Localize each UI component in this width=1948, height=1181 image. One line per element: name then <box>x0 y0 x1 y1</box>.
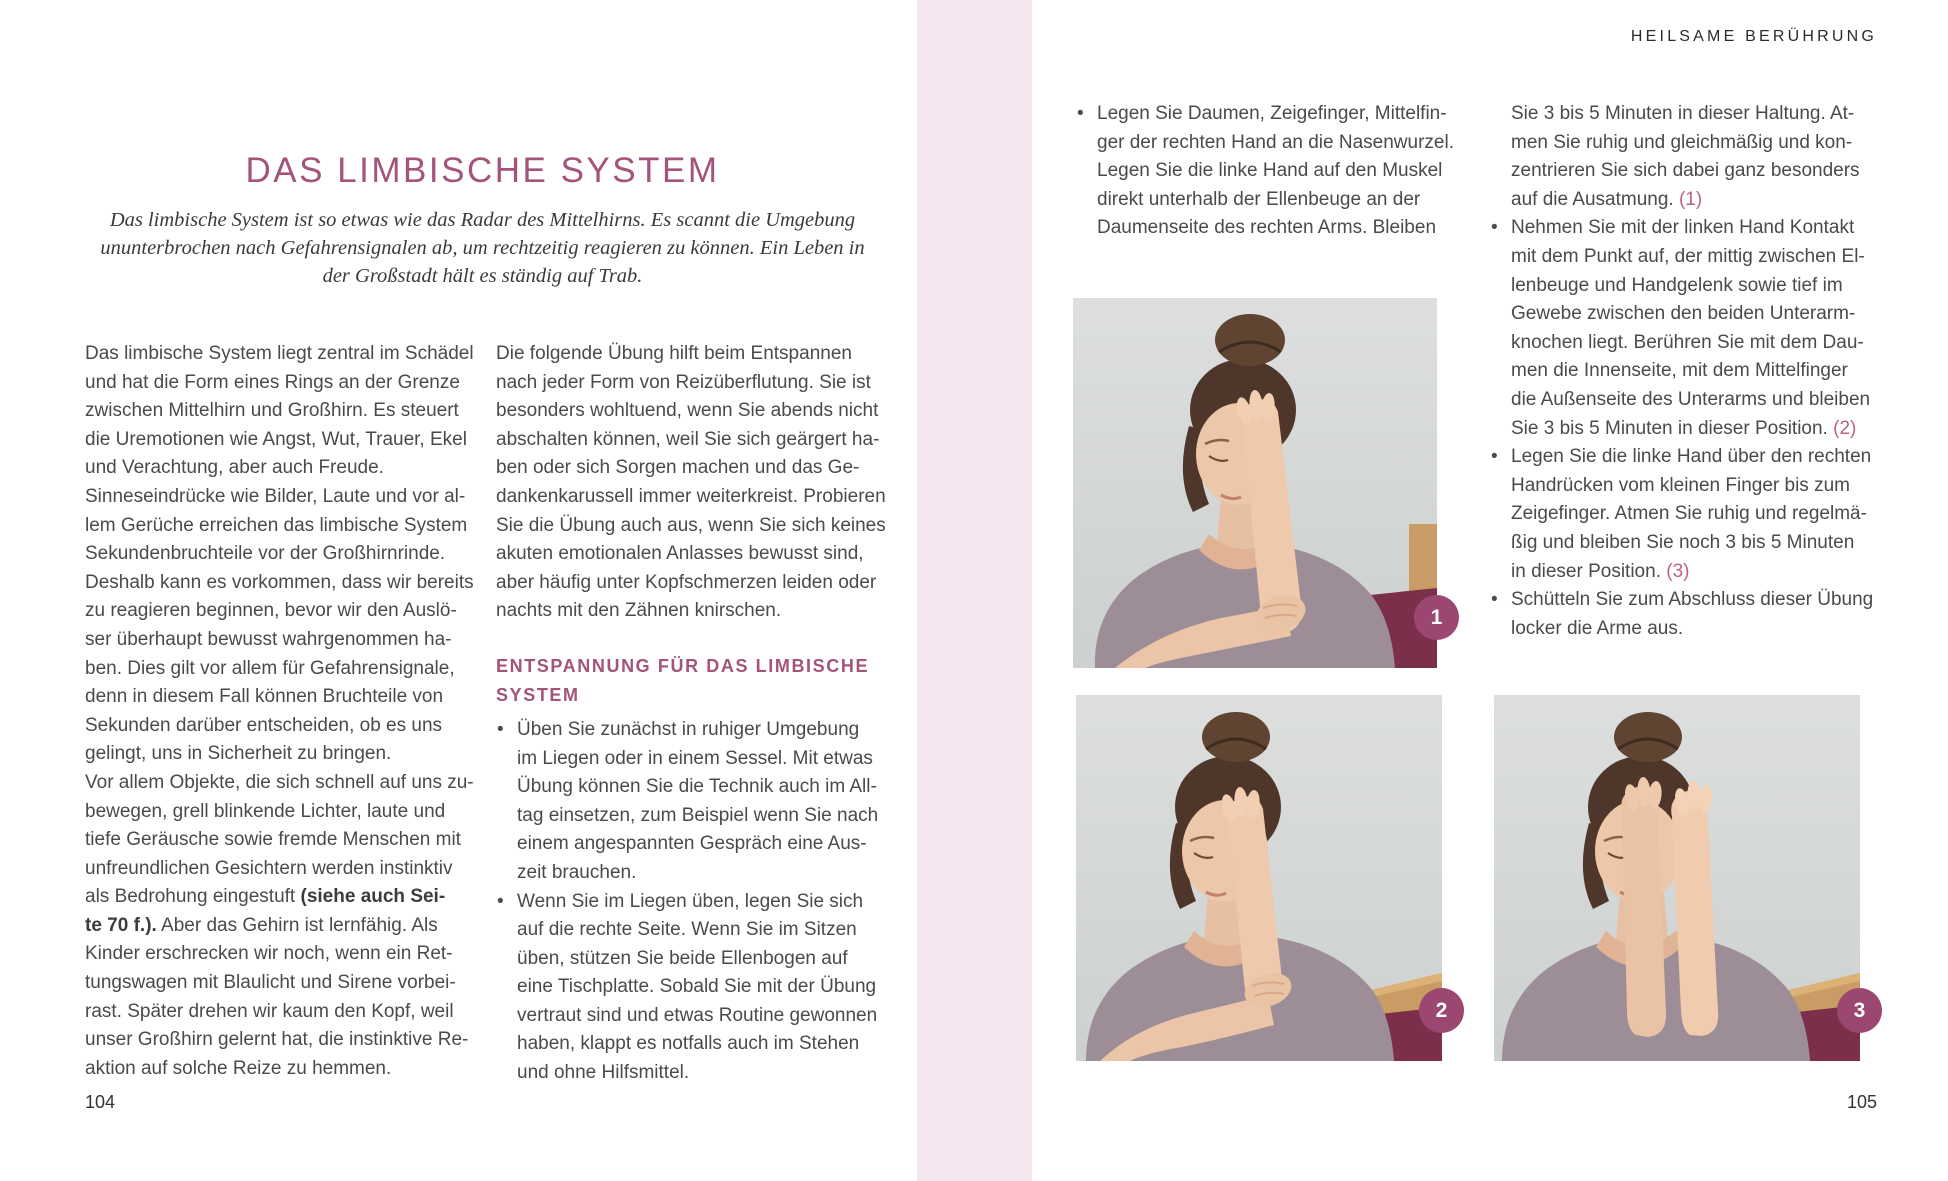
text-line: Die folgende Übung hilft beim Entspannen <box>496 343 852 364</box>
text-line: auf die rechte Seite. Wenn Sie im Sitzen <box>517 919 857 941</box>
right-page-column-1 <box>1076 100 1454 243</box>
left-page-column-1 <box>85 340 474 1083</box>
step-badge-3: 3 <box>1837 988 1882 1033</box>
text-line: locker die Arme aus. <box>1511 617 1684 639</box>
text-line: te 70 f.). Aber das Gehirn ist lernfähig. Als <box>85 914 438 936</box>
text-line: Sekundenbruchteile vor der Großhirnrinde. <box>85 543 446 565</box>
bullet-dot-icon: • <box>1491 217 1498 239</box>
text-line: und Verachtung, aber auch Freude. <box>85 457 384 479</box>
text-line: nach jeder Form von Reizüberflutung. Sie ist <box>496 371 871 393</box>
text-line: üben, stützen Sie beide Ellenbogen auf <box>517 947 848 969</box>
exercise-photo-2 <box>1076 695 1448 1061</box>
text-line: in dieser Position. (3) <box>1511 560 1690 582</box>
text-line: Legen Sie die linke Hand über den rechten <box>1511 446 1872 468</box>
text-line: ununterbrochen nach Gefahrensignalen ab, um rechtzeitig reagieren zu können. Ein Leben in <box>100 237 865 259</box>
text-line: ßig und bleiben Sie noch 3 bis 5 Minuten <box>1511 531 1855 553</box>
text-line: ben oder sich Sorgen machen und das Ge- <box>496 457 860 479</box>
text-line: Kinder erschrecken wir noch, wenn ein Ret- <box>85 943 453 965</box>
text-line: Legen Sie Daumen, Zeigefinger, Mittelfin- <box>1097 103 1447 124</box>
text-line: direkt unterhalb der Ellenbeuge an der <box>1097 188 1421 210</box>
text-line: zwischen Mittelhirn und Großhirn. Es steuert <box>85 400 459 422</box>
text-line: Gewebe zwischen den beiden Unterarm- <box>1511 303 1856 325</box>
steps-bullet-list <box>1490 214 1877 643</box>
text-line: SYSTEM <box>496 684 580 705</box>
text-line: Sekunden darüber entscheiden, ob es uns <box>85 714 443 736</box>
text-line: die Uremotionen wie Angst, Wut, Trauer, Ekel <box>85 428 467 450</box>
section-subhead <box>496 652 881 710</box>
bullet-continuation <box>1490 100 1877 214</box>
text-line: Übung können Sie die Technik auch im All- <box>517 776 877 798</box>
text-line: ger der rechten Hand an die Nasenwurzel. <box>1097 131 1454 153</box>
text-line: ben. Dies gilt vor allem für Gefahrensignale, <box>85 657 455 679</box>
text-line: Das limbische System ist so etwas wie das Radar des Mittelhirns. Es scannt die Umgebung <box>109 209 856 231</box>
text-line: Zeigefinger. Atmen Sie ruhig und regelmä- <box>1511 503 1867 525</box>
text-line: gelingt, uns in Sicherheit zu bringen. <box>85 743 392 765</box>
text-line: Sie 3 bis 5 Minuten in dieser Position. (2) <box>1511 417 1857 439</box>
text-line: rast. Später drehen wir kaum den Kopf, weil <box>85 1000 454 1022</box>
page-number-left: 104 <box>85 1092 116 1112</box>
text-line: aktion auf solche Reize zu hemmen. <box>85 1057 392 1079</box>
text-line: vertraut sind und etwas Routine gewonnen <box>517 1004 878 1026</box>
bullet-dot-icon: • <box>1491 589 1498 611</box>
text-line: ENTSPANNUNG FÜR DAS LIMBISCHE <box>496 655 870 676</box>
text-line: lenbeuge und Handgelenk sowie tief im <box>1511 274 1843 296</box>
text-line: haben, klappt es notfalls auch im Stehen <box>517 1033 860 1055</box>
text-line: die Außenseite des Unterarms und bleiben <box>1511 388 1871 410</box>
left-page-column-2 <box>496 340 886 1088</box>
photo-illustration-2 <box>1076 695 1442 1061</box>
bullet-item <box>496 716 881 888</box>
step-badge-1: 1 <box>1414 595 1459 640</box>
text-line: Wenn Sie im Liegen üben, legen Sie sich <box>517 890 864 912</box>
text-line: Daumenseite des rechten Arms. Bleiben <box>1097 217 1437 239</box>
text-line: unfreundlichen Gesichtern werden instinktiv <box>85 857 453 879</box>
text-line: einem angespannten Gespräch eine Aus- <box>517 833 867 855</box>
running-header: HEILSAME BERÜHRUNG <box>1630 28 1877 45</box>
text-line: men die Innenseite, mit dem Mittelfinger <box>1511 360 1848 382</box>
text-line: akuten emotionalen Anlasses bewusst sind, <box>496 543 864 565</box>
text-line: ser überhaupt bewusst wahrgenommen ha- <box>85 628 452 650</box>
text-line: Nehmen Sie mit der linken Hand Kontakt <box>1511 217 1855 239</box>
bullet-dot-icon: • <box>1491 446 1498 468</box>
right-page-column-2 <box>1490 100 1877 643</box>
text-line: Üben Sie zunächst in ruhiger Umgebung <box>517 718 860 740</box>
text-line: Sie 3 bis 5 Minuten in dieser Haltung. At- <box>1511 103 1855 124</box>
text-line: als Bedrohung eingestuft (siehe auch Sei- <box>85 886 446 908</box>
text-line: knochen liegt. Berühren Sie mit dem Dau- <box>1511 331 1864 353</box>
text-line: Das limbische System liegt zentral im Schädel <box>85 343 474 364</box>
text-line: mit dem Punkt auf, der mittig zwischen El- <box>1511 245 1865 267</box>
text-line: bewegen, grell blinkende Lichter, laute und <box>85 800 446 822</box>
text-line: Vor allem Objekte, die sich schnell auf uns zu- <box>85 771 474 793</box>
text-line: eine Tischplatte. Sobald Sie mit der Übung <box>517 976 877 998</box>
text-line: zu reagieren beginnen, bevor wir den Auslö- <box>85 600 457 622</box>
bullet-item <box>1490 586 1877 643</box>
text-line: Legen Sie die linke Hand auf den Muskel <box>1097 160 1443 182</box>
bullet-item <box>496 888 881 1088</box>
text-line: abschalten können, weil Sie sich geärgert ha- <box>496 428 880 450</box>
bullet-dot-icon: • <box>497 890 504 912</box>
exercise-photo-3 <box>1494 695 1866 1061</box>
text-line: und ohne Hilfsmittel. <box>517 1062 690 1084</box>
intro-paragraph <box>85 206 880 290</box>
text-line: zentrieren Sie sich dabei ganz besonders <box>1511 160 1860 182</box>
text-line: tiefe Geräusche sowie fremde Menschen mit <box>85 829 461 851</box>
photo-illustration-3 <box>1494 695 1860 1061</box>
text-line: Schütteln Sie zum Abschluss dieser Übung <box>1511 589 1874 611</box>
page-title: DAS LIMBISCHE SYSTEM <box>245 151 720 191</box>
text-line: dankenkarussell immer weiterkreist. Probieren <box>496 485 886 507</box>
text-line: der Großstadt hält es ständig auf Trab. <box>322 265 643 287</box>
text-line: denn in diesem Fall können Bruchteile von <box>85 686 444 708</box>
text-line: zeit brauchen. <box>517 861 637 883</box>
text-line: auf die Ausatmung. (1) <box>1511 188 1703 210</box>
text-line: nachts mit den Zähnen knirschen. <box>496 600 782 622</box>
text-line: Deshalb kann es vorkommen, dass wir bereits <box>85 571 474 593</box>
page-number-right: 105 <box>1846 1092 1877 1112</box>
text-line: lem Gerüche erreichen das limbische System <box>85 514 468 536</box>
bullet-dot-icon: • <box>1077 103 1084 124</box>
bullet-item <box>1490 214 1877 443</box>
text-line: aber häufig unter Kopfschmerzen leiden oder <box>496 571 877 593</box>
step-badge-2: 2 <box>1419 988 1464 1033</box>
bullet-item <box>1076 100 1454 243</box>
text-line: im Liegen oder in einem Sessel. Mit etwas <box>517 747 873 769</box>
text-line: unser Großhirn gelernt hat, die instinktive Re- <box>85 1029 469 1051</box>
photo-illustration-1 <box>1073 298 1437 668</box>
text-line: men Sie ruhig und gleichmäßig und kon- <box>1511 131 1853 153</box>
text-line: und hat die Form eines Rings an der Grenze <box>85 371 460 393</box>
exercise-bullet-list <box>496 716 881 1088</box>
exercise-photo-1 <box>1073 298 1443 668</box>
text-line: Handrücken vom kleinen Finger bis zum <box>1511 474 1850 496</box>
bullet-item <box>1490 443 1877 586</box>
text-line: besonders wohltuend, wenn Sie abends nicht <box>496 400 879 422</box>
text-line: tungswagen mit Blaulicht und Sirene vorbei- <box>85 972 456 994</box>
text-line: tag einsetzen, zum Beispiel wenn Sie nach <box>517 804 879 826</box>
bullet-dot-icon: • <box>497 718 504 740</box>
text-line: Sinneseindrücke wie Bilder, Laute und vor al- <box>85 485 466 507</box>
exercise-intro-paragraph <box>496 340 886 626</box>
page-gutter <box>917 0 1032 1181</box>
text-line: Sie die Übung auch aus, wenn Sie sich keines <box>496 514 886 536</box>
